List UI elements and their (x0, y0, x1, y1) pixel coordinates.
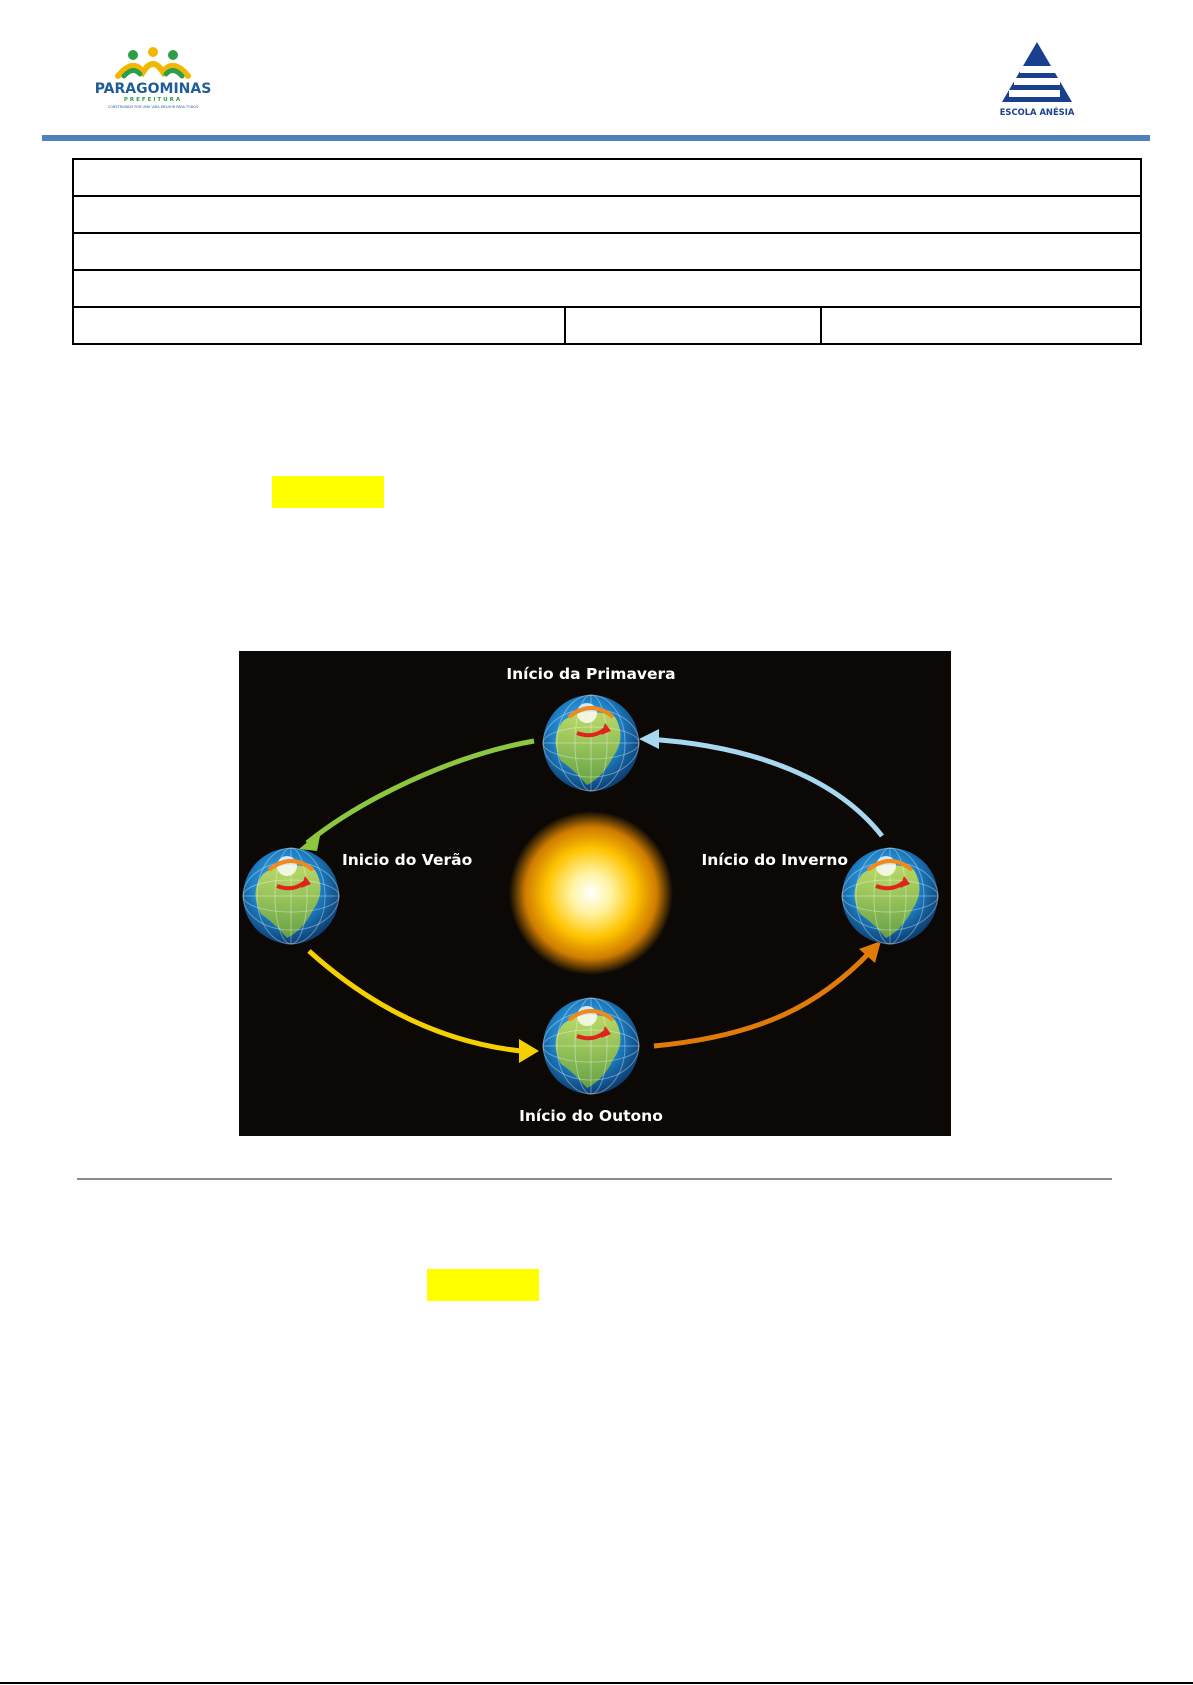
paragominas-logo-tagline: CONSTRUINDO POR UMA VIDA MELHOR PARA TODOS (107, 105, 199, 109)
form-field[interactable] (73, 233, 1141, 270)
label-autumn: Início do Outono (519, 1107, 663, 1125)
arrow-head (299, 831, 321, 851)
earth-globe-icon (543, 998, 639, 1094)
header-divider (42, 135, 1150, 141)
orbit-arrow-orange (654, 951, 871, 1046)
escola-anesia-logo-name: ESCOLA ANÉSIA (1000, 107, 1075, 117)
arrow-head (639, 729, 659, 749)
earth-globe-icon (243, 848, 339, 944)
form-field[interactable] (73, 196, 1141, 233)
orbit-arrow-green (307, 741, 534, 843)
sun-icon (509, 811, 673, 975)
text-highlight (272, 476, 384, 508)
student-info-table (72, 158, 1142, 345)
section-divider (77, 1178, 1112, 1180)
orbit-arrow-yellow (309, 951, 521, 1051)
label-spring: Início da Primavera (506, 665, 676, 683)
form-field[interactable] (821, 307, 1141, 344)
form-field[interactable] (73, 270, 1141, 307)
table-row (73, 270, 1141, 307)
table-row (73, 196, 1141, 233)
seasons-figure (239, 651, 951, 1136)
escola-anesia-logo (1000, 40, 1075, 118)
paragominas-logo (96, 46, 211, 110)
label-winter: Início do Inverno (701, 851, 848, 869)
label-summer: Inicio do Verão (342, 851, 473, 869)
table-row (73, 233, 1141, 270)
arrow-head (519, 1039, 539, 1063)
footer-rule (0, 1682, 1193, 1684)
earth-globe-icon (543, 695, 639, 791)
form-field[interactable] (73, 159, 1141, 196)
paragominas-logo-name: PARAGOMINAS (96, 81, 211, 97)
form-field[interactable] (73, 307, 565, 344)
form-field[interactable] (565, 307, 821, 344)
text-highlight (427, 1269, 539, 1301)
earth-globe-icon (842, 848, 938, 944)
table-row (73, 307, 1141, 344)
orbit-arrow-blue (647, 739, 882, 836)
paragominas-logo-sub: PREFEITURA (123, 97, 183, 103)
table-row (73, 159, 1141, 196)
